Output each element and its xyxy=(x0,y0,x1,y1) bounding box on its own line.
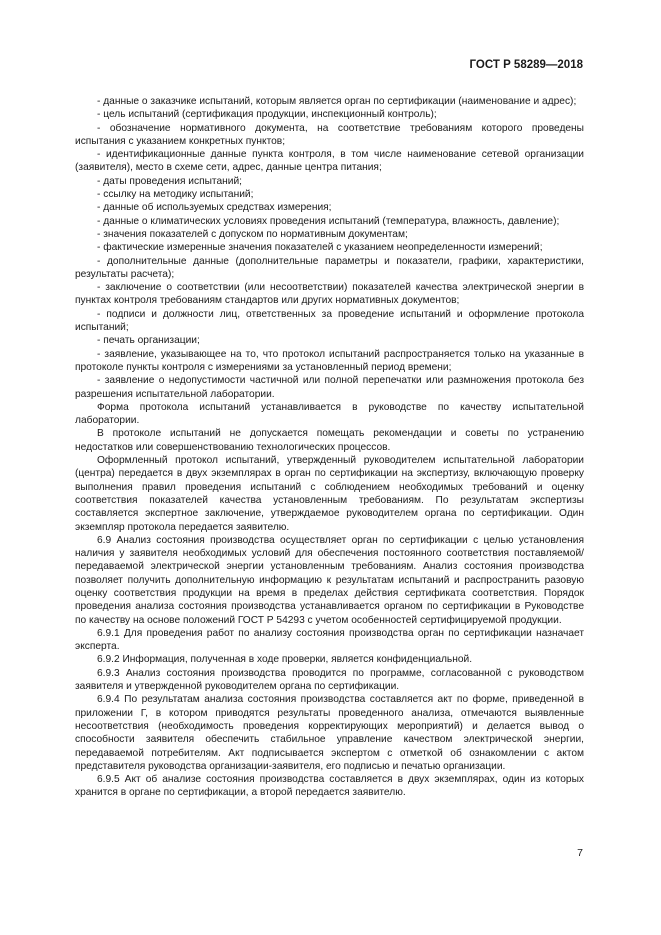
paragraph: Оформленный протокол испытаний, утвержденный руководителем испытательной лаборатории (центра) передается в двух экземплярах в орган по сертификации на экспертизу, включающую проверку выполнения правил проведения испытаний с соблюдением необходимых требований и оценку соответствия показателей качества установленным требованиям. По результатам экспертизы составляется экспертное заключение, утверждаемое руководителем органа по сертификации. Один экземпляр протокола передается заявителю. xyxy=(75,455,584,533)
list-item: - дополнительные данные (дополнительные параметры и показатели, графики, характеристики, результаты расчета); xyxy=(75,255,584,280)
list-item: - данные о заказчике испытаний, которым является орган по сертификации (наименование и адрес); xyxy=(97,96,577,107)
list-item: - фактические измеренные значения показателей с указанием неопределенности измерений; xyxy=(97,242,543,254)
paragraph: В протоколе испытаний не допускается помещать рекомендации и советы по устранению недостатков или совершенствованию технологических процессов. xyxy=(75,428,584,453)
list-item: - цель испытаний (сертификация продукции, инспекционный контроль); xyxy=(97,109,437,121)
list-item: - заявление, указывающее на то, что протокол испытаний распространяется только на указанные в протоколе пункты контроля с измерениями за установленный период времени; xyxy=(75,348,584,373)
list-item: - идентификационные данные пункта контроля, в том числе наименование сетевой организации (заявителя), место в схеме сети, адрес, данные центра питания; xyxy=(75,149,584,174)
list-item: - ссылку на методику испытаний; xyxy=(97,189,254,201)
list-item: - печать организации; xyxy=(97,335,200,347)
list-item: - данные об используемых средствах измерения; xyxy=(97,202,332,214)
paragraph: 6.9.4 По результатам анализа состояния производства составляется акт по форме, приведенной в приложении Г, в котором приводятся результаты проведенного анализа, отмечаются выявленные несоответствия (необходимость проведения корректирующих мероприятий) и делается вывод о способности заявителя обеспечить стабильное управление качеством электрической энергии, передаваемой потребителям. Акт подписывается экспертом с отметкой об ознакомлении с актом представителя руководства организации-заявителя, его подписью и печатью организации. xyxy=(75,694,584,772)
list-item: - обозначение нормативного документа, на соответствие требованиям которого проведены испытания с указанием конкретных пунктов; xyxy=(75,122,584,147)
paragraph: 6.9.3 Анализ состояния производства проводится по программе, согласованной с руководством заявителя и утвержденной руководителем органа по сертификации. xyxy=(75,667,584,693)
paragraph: Форма протокола испытаний устанавливается в руководстве по качеству испытательной лаборатории. xyxy=(75,401,584,427)
list-item: - значения показателей с допуском по нормативным документам; xyxy=(97,228,408,240)
page-number: 7 xyxy=(577,847,583,859)
document-header: ГОСТ Р 58289—2018 xyxy=(469,59,583,71)
paragraph: 6.9.2 Информация, полученная в ходе проверки, является конфиденциальной. xyxy=(97,654,473,666)
paragraph: 6.9.1 Для проведения работ по анализу состояния производства орган по сертификации назначает эксперта. xyxy=(75,627,584,653)
paragraph: 6.9.5 Акт об анализе состояния производства составляется в двух экземплярах, один из которых хранится в органе по сертификации, а второй передается заявителю. xyxy=(75,774,584,799)
list-item: - подписи и должности лиц, ответственных за проведение испытаний и оформление протокола испытаний; xyxy=(75,308,584,334)
list-item: - заявление о недопустимости частичной или полной перепечатки или размножения протокола без разрешения испытательной лаборатории. xyxy=(75,375,584,400)
document-body xyxy=(75,95,584,800)
list-item: - даты проведения испытаний; xyxy=(97,175,242,187)
list-item: - данные о климатических условиях проведения испытаний (температура, влажность, давление); xyxy=(97,215,560,227)
list-item: - заключение о соответствии (или несоответствии) показателей качества электрической энергии в пунктах контроля требованиям стандартов или других нормативных документов; xyxy=(75,282,584,307)
paragraph: 6.9 Анализ состояния производства осуществляет орган по сертификации с целью установления наличия у заявителя необходимых условий для обеспечения постоянного соответствия поставляемой/передаваемой электрической энергии установленным требованиям. Анализ состояния производства позволяет получить дополнительную информацию к результатам испытаний и распространить разовую оценку соответствия продукции на время в пределах действия сертификата соответствия. Порядок проведения анализа состояния производства устанавливается органом по сертификации в Руководстве по качеству на основе положений ГОСТ Р 54293 с учетом особенностей сертифицируемой продукции. xyxy=(75,534,584,626)
